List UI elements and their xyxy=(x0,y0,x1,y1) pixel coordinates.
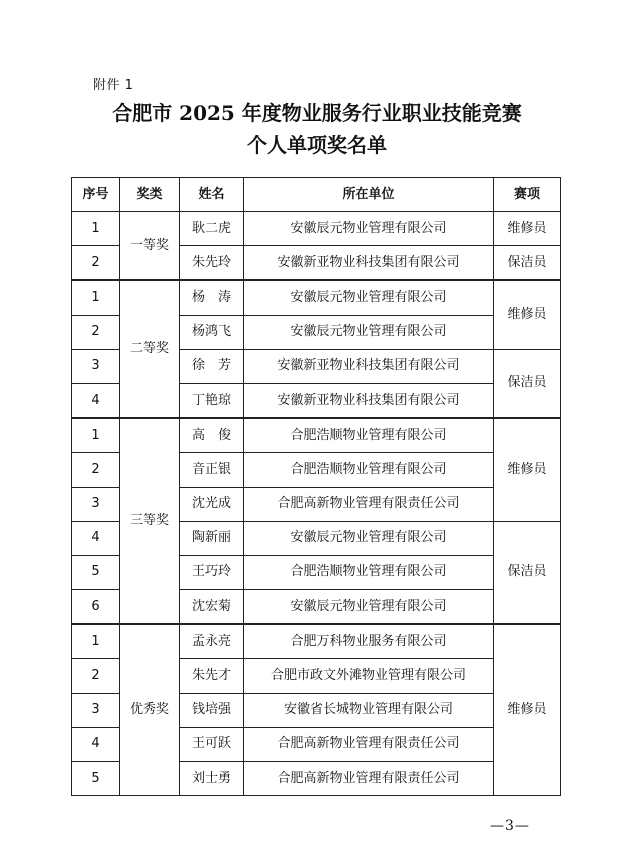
row-name: 孟永亮 xyxy=(180,624,244,659)
row-no: 3 xyxy=(72,349,120,383)
category-cell: 维修员 xyxy=(494,280,561,349)
row-unit: 安徽新亚物业科技集团有限公司 xyxy=(244,246,494,281)
row-no: 2 xyxy=(72,246,120,281)
row-name: 徐 芳 xyxy=(180,349,244,383)
row-no: 1 xyxy=(72,624,120,659)
row-no: 1 xyxy=(72,212,120,246)
award-group: 优秀奖 xyxy=(120,624,180,795)
row-unit: 安徽省长城物业管理有限公司 xyxy=(244,693,494,727)
document-subtitle: 个人单项奖名单 xyxy=(247,133,387,157)
page-number: —3— xyxy=(490,818,530,834)
row-unit: 安徽新亚物业科技集团有限公司 xyxy=(244,383,494,418)
row-name: 朱先才 xyxy=(180,659,244,693)
row-no: 2 xyxy=(72,659,120,693)
row-no: 5 xyxy=(72,762,120,796)
row-name: 刘士勇 xyxy=(180,762,244,796)
category-cell: 保洁员 xyxy=(494,521,561,624)
row-no: 4 xyxy=(72,727,120,761)
award-group: 一等奖 xyxy=(120,212,180,281)
row-name: 钱培强 xyxy=(180,693,244,727)
header-award: 奖类 xyxy=(120,178,180,212)
row-no: 4 xyxy=(72,383,120,418)
row-unit: 合肥市政文外滩物业管理有限公司 xyxy=(244,659,494,693)
header-no: 序号 xyxy=(72,178,120,212)
row-unit: 安徽辰元物业管理有限公司 xyxy=(244,280,494,315)
category-cell: 维修员 xyxy=(494,418,561,521)
table-row xyxy=(72,624,561,659)
table-row xyxy=(72,418,561,453)
row-no: 1 xyxy=(72,418,120,453)
row-no: 3 xyxy=(72,693,120,727)
row-unit: 安徽辰元物业管理有限公司 xyxy=(244,315,494,349)
table-row xyxy=(72,280,561,315)
header-unit: 所在单位 xyxy=(244,178,494,212)
category-cell: 保洁员 xyxy=(494,246,561,281)
row-name: 耿二虎 xyxy=(180,212,244,246)
header-category: 赛项 xyxy=(494,178,561,212)
row-no: 4 xyxy=(72,521,120,555)
row-name: 音正银 xyxy=(180,453,244,487)
row-unit: 安徽辰元物业管理有限公司 xyxy=(244,212,494,246)
category-cell: 保洁员 xyxy=(494,349,561,418)
row-unit: 合肥高新物业管理有限责任公司 xyxy=(244,727,494,761)
document-title: 合肥市 2025 年度物业服务行业职业技能竞赛 xyxy=(112,101,522,125)
header-name: 姓名 xyxy=(180,178,244,212)
award-group: 二等奖 xyxy=(120,280,180,418)
row-unit: 安徽辰元物业管理有限公司 xyxy=(244,590,494,625)
table-header-row xyxy=(72,178,561,212)
row-name: 丁艳琼 xyxy=(180,383,244,418)
row-name: 王巧玲 xyxy=(180,555,244,589)
row-no: 2 xyxy=(72,315,120,349)
row-unit: 合肥浩顺物业管理有限公司 xyxy=(244,418,494,453)
row-unit: 安徽辰元物业管理有限公司 xyxy=(244,521,494,555)
row-unit: 安徽新亚物业科技集团有限公司 xyxy=(244,349,494,383)
row-name: 沈光成 xyxy=(180,487,244,521)
category-cell: 维修员 xyxy=(494,624,561,795)
row-name: 陶新丽 xyxy=(180,521,244,555)
row-name: 王可跃 xyxy=(180,727,244,761)
row-no: 1 xyxy=(72,280,120,315)
row-name: 杨 涛 xyxy=(180,280,244,315)
attachment-label: 附件 1 xyxy=(93,78,134,93)
category-cell: 维修员 xyxy=(494,212,561,246)
row-name: 高 俊 xyxy=(180,418,244,453)
row-unit: 合肥万科物业服务有限公司 xyxy=(244,624,494,659)
row-unit: 合肥浩顺物业管理有限公司 xyxy=(244,555,494,589)
award-group: 三等奖 xyxy=(120,418,180,624)
row-name: 朱先玲 xyxy=(180,246,244,281)
row-no: 2 xyxy=(72,453,120,487)
table-row xyxy=(72,212,561,246)
row-unit: 合肥高新物业管理有限责任公司 xyxy=(244,487,494,521)
row-no: 6 xyxy=(72,590,120,625)
row-unit: 合肥高新物业管理有限责任公司 xyxy=(244,762,494,796)
row-name: 沈宏菊 xyxy=(180,590,244,625)
row-no: 5 xyxy=(72,555,120,589)
row-no: 3 xyxy=(72,487,120,521)
awards-table xyxy=(71,177,561,796)
row-unit: 合肥浩顺物业管理有限公司 xyxy=(244,453,494,487)
row-name: 杨鸿飞 xyxy=(180,315,244,349)
